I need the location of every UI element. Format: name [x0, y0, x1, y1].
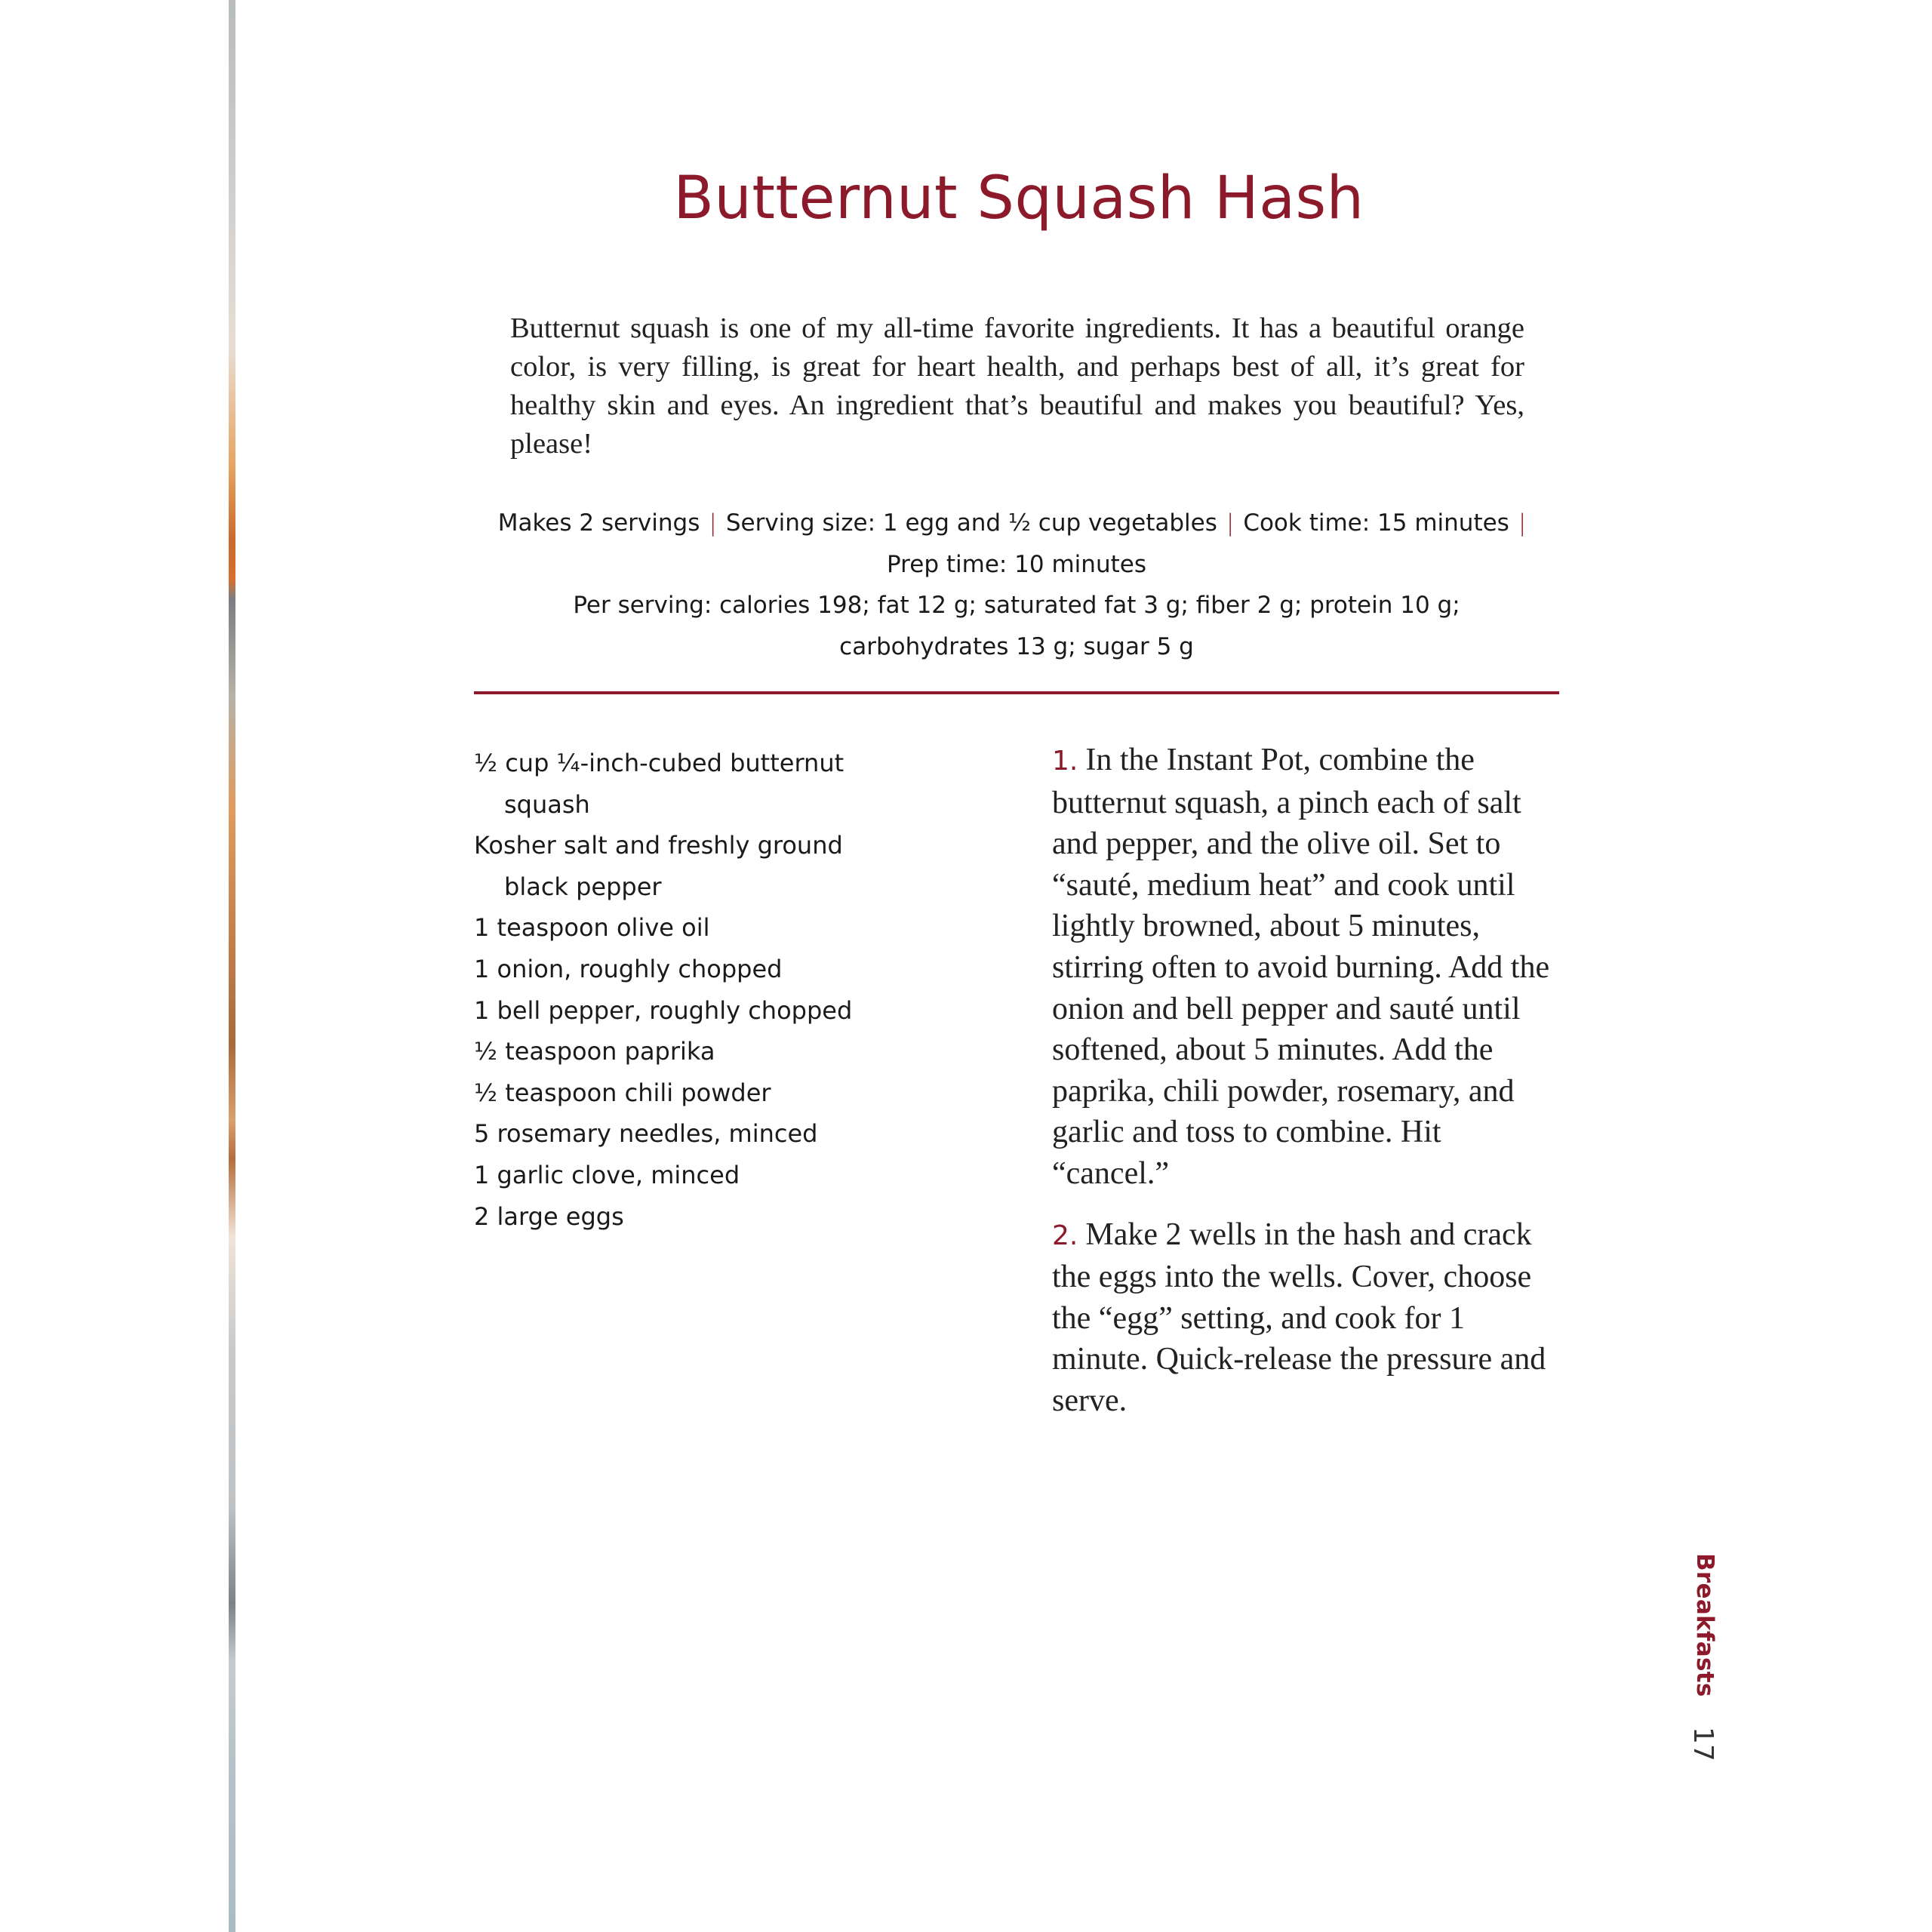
cook-time: Cook time: 15 minutes	[1243, 509, 1509, 537]
step-number: 2.	[1052, 1220, 1078, 1251]
separator: |	[709, 509, 717, 537]
page-number: 17	[1687, 1727, 1718, 1761]
nutrition-line-1: Per serving: calories 198; fat 12 g; saturated fat 3 g; fiber 2 g; protein 10 g;	[573, 592, 1460, 619]
ingredient-item: 1 teaspoon olive oil	[474, 913, 710, 943]
recipe-title: Butternut Squash Hash	[673, 165, 1364, 232]
recipe-meta	[474, 503, 1559, 667]
page-edge-photo-strip	[229, 0, 235, 1932]
step-1	[1052, 740, 1562, 1195]
step-text: Make 2 wells in the hash and crack the eggs into the wells. Cover, choose the “egg” setting, and cook for 1 minute. Quick-release the pressure and serve.	[1052, 1217, 1546, 1418]
step-text: In the Instant Pot, combine the butternut squash, a pinch each of salt and pepper, and the olive oil. Set to “sauté, medium heat” and cook until lightly browned, about 5 minutes, stirring often to avoid burning. Add the onion and bell pepper and sauté until softened, about 5 minutes. Add the paprika, chili powder, rosemary, and garlic and toss to combine. Hit “cancel.”	[1052, 743, 1550, 1191]
nutrition-line-2: carbohydrates 13 g; sugar 5 g	[839, 632, 1194, 660]
ingredient-item: 1 garlic clove, minced	[474, 1160, 740, 1189]
ingredient-item: 5 rosemary needles, minced	[474, 1119, 818, 1149]
step-number: 1.	[1052, 746, 1078, 777]
ingredient-item: Kosher salt and freshly ground black pepper	[474, 831, 843, 901]
ingredient-item: 1 onion, roughly chopped	[474, 954, 783, 983]
ingredient-item: ½ teaspoon paprika	[474, 1037, 715, 1066]
servings: Makes 2 servings	[497, 509, 700, 537]
separator: |	[1226, 509, 1235, 537]
ingredient-item: 2 large eggs	[474, 1201, 624, 1231]
prep-time: Prep time: 10 minutes	[887, 550, 1146, 578]
method-steps	[1052, 740, 1562, 1441]
meta-line-times	[474, 503, 1559, 544]
recipe-intro: Butternut squash is one of my all-time favorite ingredients. It has a beautiful orange color, is very filling, is great for heart health, and perhaps best of all, it’s great for healthy skin and eyes. An ingredient that’s beautiful and makes you beautiful? Yes, please!	[510, 312, 1524, 460]
ingredient-item: ½ cup ¼-inch-cubed butternut squash	[474, 749, 844, 819]
ingredient-item: ½ teaspoon chili powder	[474, 1078, 771, 1107]
running-head: Breakfasts	[1691, 1553, 1718, 1697]
ingredient-list	[474, 743, 866, 1237]
ingredient-item: 1 bell pepper, roughly chopped	[474, 995, 853, 1025]
section-divider	[474, 691, 1559, 694]
step-2	[1052, 1214, 1562, 1422]
serving-size: Serving size: 1 egg and ½ cup vegetables	[725, 509, 1217, 537]
separator: |	[1518, 509, 1527, 537]
